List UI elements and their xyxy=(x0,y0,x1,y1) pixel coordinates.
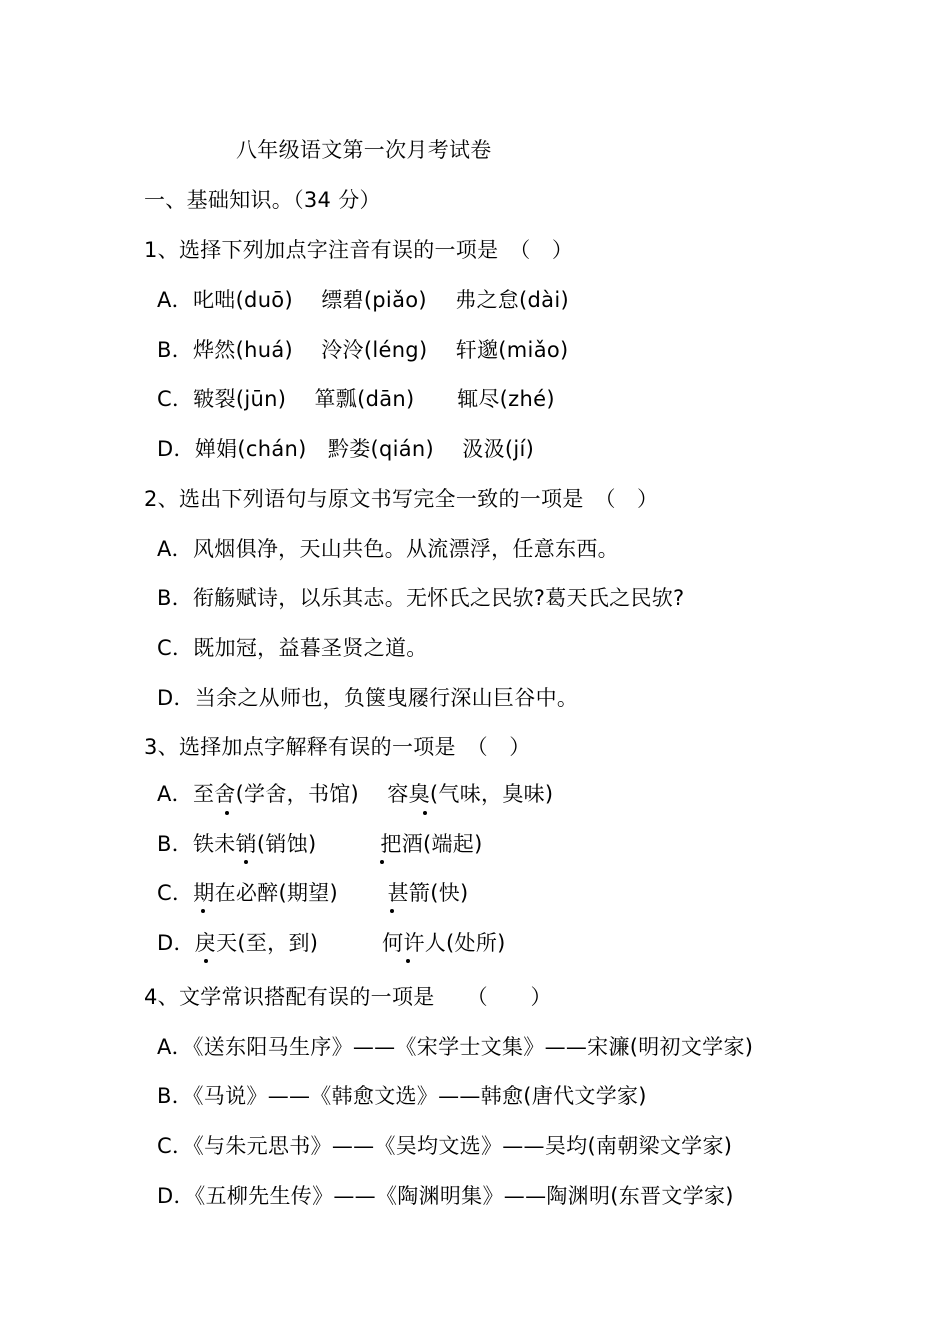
question-1-option-d: D．婵娟(chán) 黔娄(qián) 汲汲(jí) xyxy=(157,437,535,461)
emphasis-dot xyxy=(244,860,248,864)
question-3-option-c: C．期在必醉(期望) 甚箭(快) xyxy=(157,881,469,905)
question-3-option-d: D．戾天(至，到) 何许人(处所) xyxy=(157,931,506,955)
emphasis-dot xyxy=(390,909,394,913)
question-1-stem: 1、选择下列加点字注音有误的一项是 （ ） xyxy=(144,238,574,262)
question-4-option-a: A．《送东阳马生序》——《宋学士文集》——宋濂(明初文学家) xyxy=(157,1035,754,1059)
question-2-option-b: B．衔觞赋诗，以乐其志。无怀氏之民欤?葛天氏之民欤? xyxy=(157,586,685,610)
question-4-option-b: B．《马说》——《韩愈文选》——韩愈(唐代文学家) xyxy=(157,1084,647,1108)
question-4-option-c: C．《与朱元思书》——《吴均文选》——吴均(南朝梁文学家) xyxy=(157,1134,733,1158)
emphasis-dot xyxy=(225,811,229,815)
question-3-option-a: A．至舍(学舍，书馆) 容臭(气味，臭味) xyxy=(157,782,554,806)
question-3-option-b: B．铁未销(销蚀) 把酒(端起) xyxy=(157,832,483,856)
question-4-option-d: D．《五柳先生传》——《陶渊明集》——陶渊明(东晋文学家) xyxy=(157,1184,734,1208)
question-1-option-a: A．叱咄(duō) 缥碧(piǎo) 弗之怠(dài) xyxy=(157,288,569,312)
emphasis-dot xyxy=(380,860,384,864)
question-3-stem: 3、选择加点字解释有误的一项是 （ ） xyxy=(144,735,531,759)
question-1-option-c: C．皲裂(jūn) 箪瓢(dān) 辄尽(zhé) xyxy=(157,387,555,411)
emphasis-dot xyxy=(406,959,410,963)
emphasis-dot xyxy=(423,811,427,815)
question-2-stem: 2、选出下列语句与原文书写完全一致的一项是 （ ） xyxy=(144,487,659,511)
question-2-option-c: C．既加冠，益暮圣贤之道。 xyxy=(157,636,428,660)
emphasis-dot xyxy=(201,909,205,913)
question-4-stem: 4、文学常识搭配有误的一项是 （ ） xyxy=(144,985,552,1009)
section-heading: 一、基础知识。（34 分） xyxy=(144,188,381,212)
question-2-option-d: D．当余之从师也，负箧曳屦行深山巨谷中。 xyxy=(157,686,579,710)
question-2-option-a: A．风烟俱净，天山共色。从流漂浮，任意东西。 xyxy=(157,537,619,561)
page-title: 八年级语文第一次月考试卷 xyxy=(236,138,492,162)
question-1-option-b: B．烨然(huá) 泠泠(léng) 轩邈(miǎo) xyxy=(157,338,569,362)
emphasis-dot xyxy=(204,959,208,963)
